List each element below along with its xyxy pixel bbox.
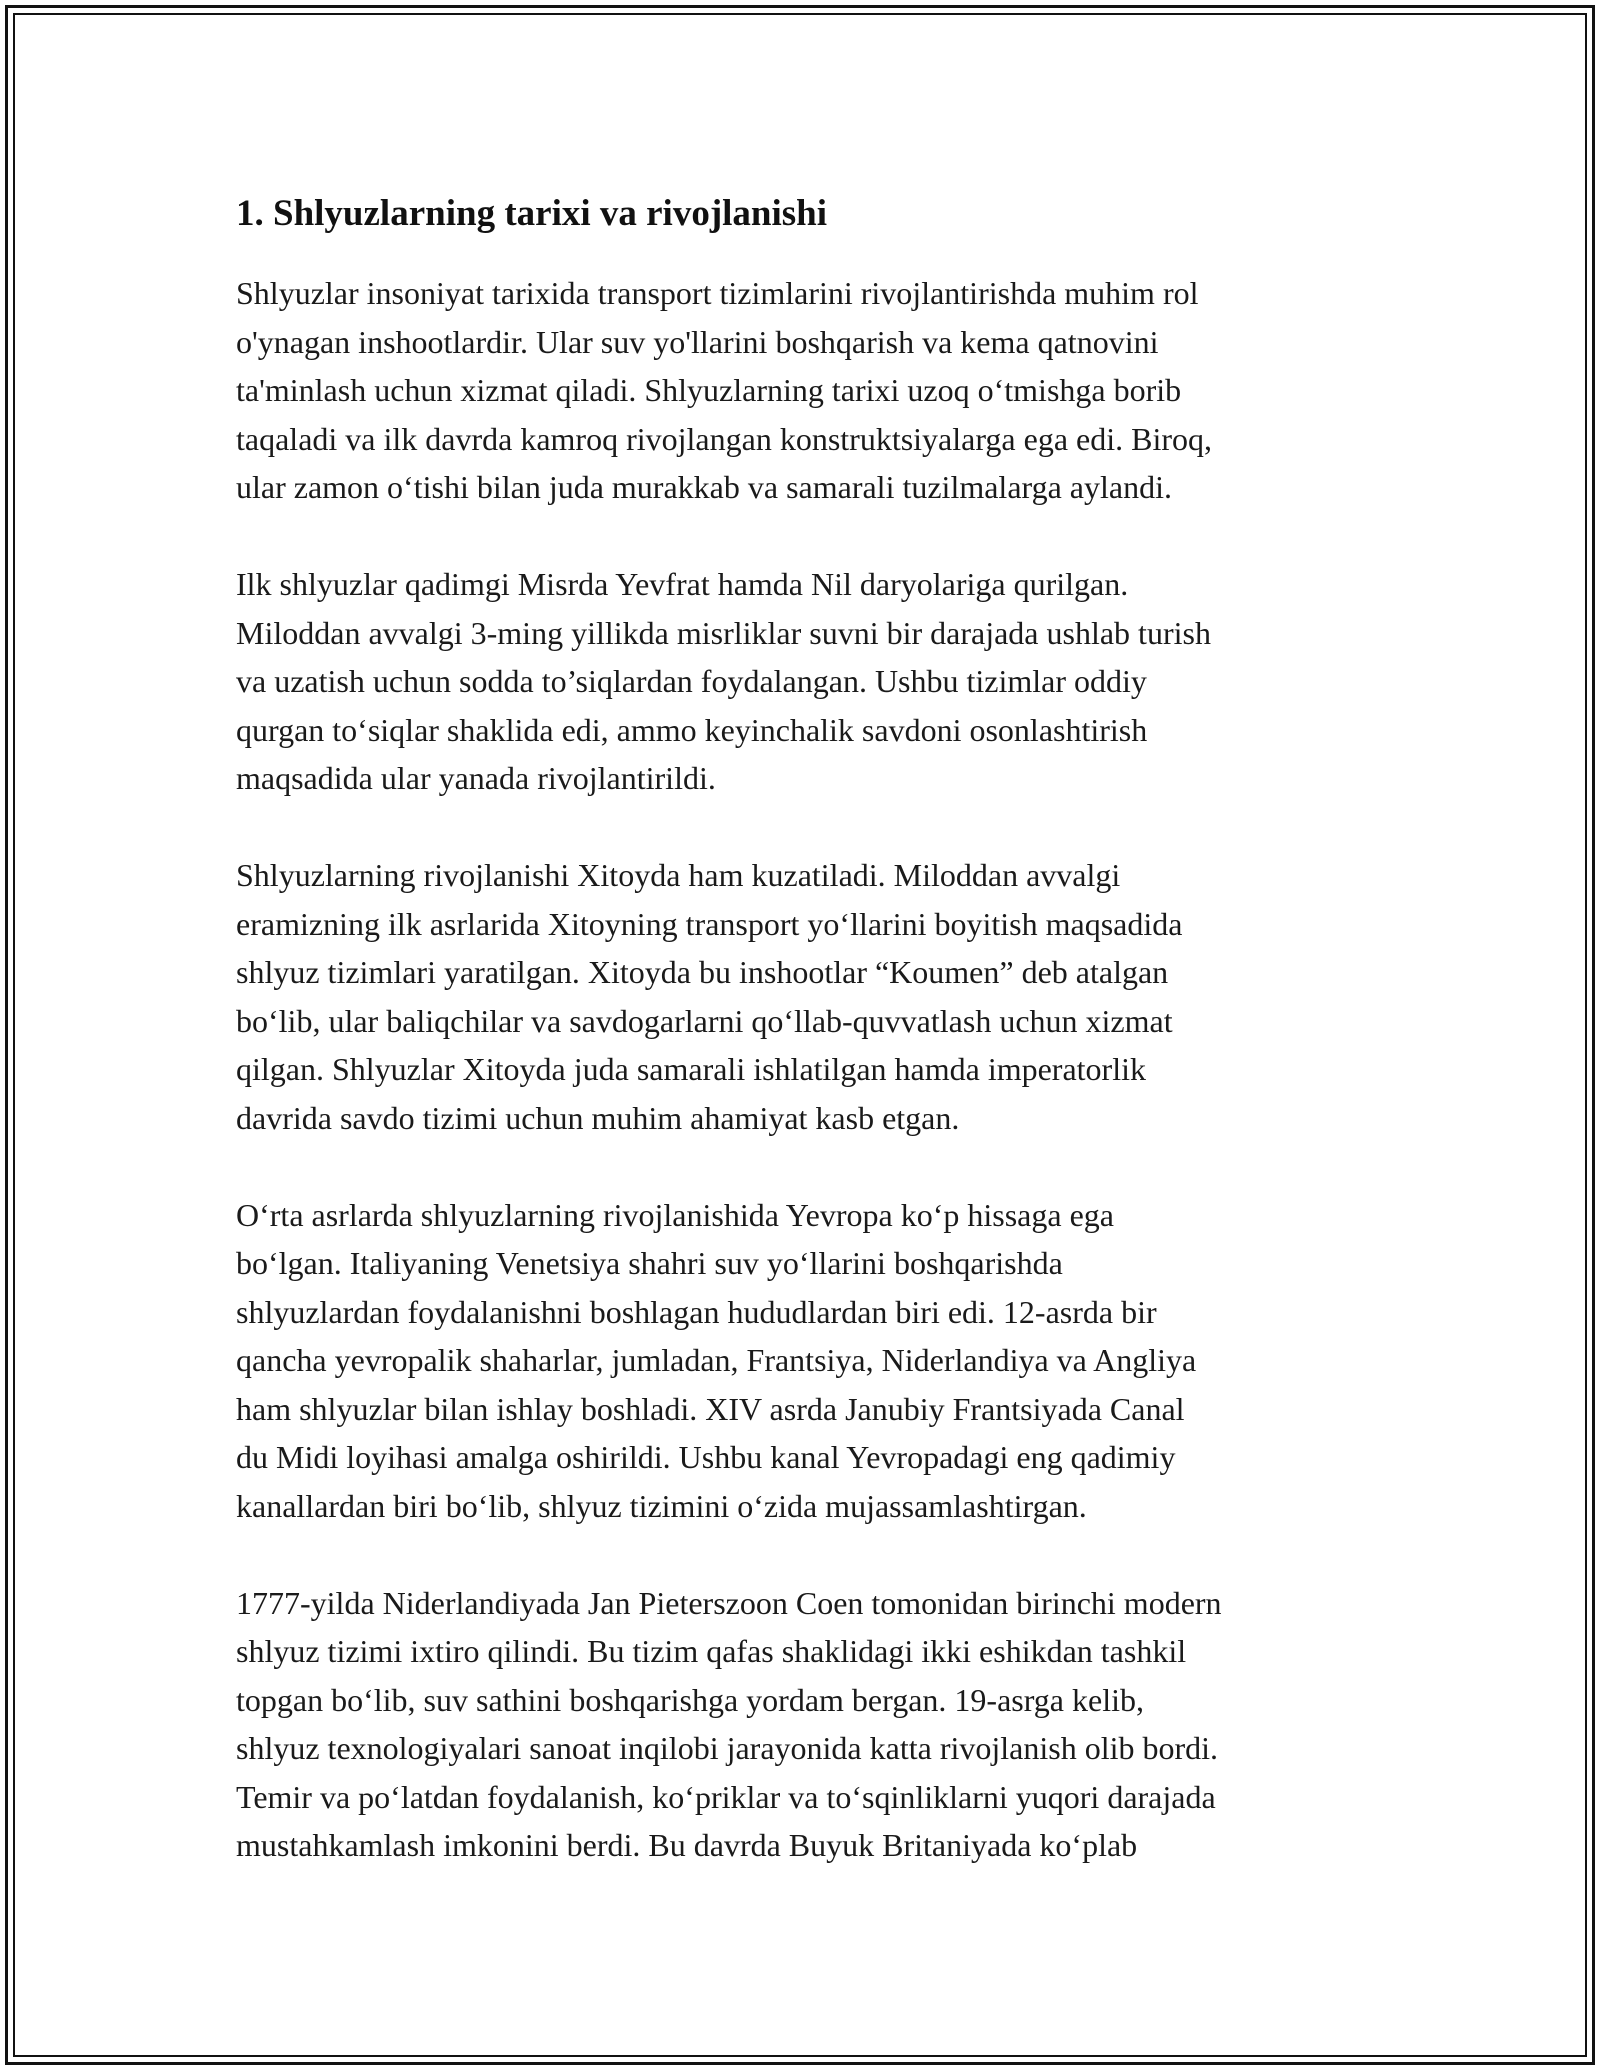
paragraph-1 xyxy=(236,269,1376,512)
text-line: kanallardan biri bo‘lib, shlyuz tizimini o‘zida mujassamlashtirgan. xyxy=(236,1487,1087,1524)
text-line: shlyuz tizimlari yaratilgan. Xitoyda bu inshootlar “Koumen” deb atalgan xyxy=(236,954,1169,990)
text-line: du Midi loyihasi amalga oshirildi. Ushbu kanal Yevropadagi eng qadimiy xyxy=(236,1439,1176,1475)
text-line: va uzatish uchun sodda to’siqlardan foydalangan. Ushbu tizimlar oddiy xyxy=(236,663,1147,699)
text-line: bo‘lib, ular baliqchilar va savdogarlarni qo‘llab-quvvatlash uchun xizmat xyxy=(236,1002,1173,1039)
text-line: davrida savdo tizimi uchun muhim ahamiyat kasb etgan. xyxy=(236,1099,960,1136)
section-heading: 1. Shlyuzlarning tarixi va rivojlanishi xyxy=(236,193,828,234)
document-body xyxy=(236,185,1376,1918)
text-line: eramizning ilk asrlarida Xitoyning transport yo‘llarini boyitish maqsadida xyxy=(236,905,1183,942)
text-line: topgan bo‘lib, suv sathini boshqarishga yordam bergan. 19-asrga kelib, xyxy=(236,1681,1144,1718)
text-line: 1777-yilda Niderlandiyada Jan Pieterszoon Coen tomonidan birinchi modern xyxy=(236,1584,1222,1621)
text-line: qancha yevropalik shaharlar, jumladan, Frantsiya, Niderlandiya va Angliya xyxy=(236,1342,1197,1378)
text-line: o'ynagan inshootlardir. Ular suv yo'llarini boshqarish va kema qatnovini xyxy=(236,323,1159,360)
text-line: mustahkamlash imkonini berdi. Bu davrda Buyuk Britaniyada ko‘plab xyxy=(236,1827,1138,1863)
text-line: taqaladi va ilk davrda kamroq rivojlangan konstruktsiyalarga ega edi. Biroq, xyxy=(236,420,1213,457)
text-line: Ilk shlyuzlar qadimgi Misrda Yevfrat hamda Nil daryolariga qurilgan. xyxy=(236,566,1129,602)
paragraph-4 xyxy=(236,1191,1376,1531)
text-line: shlyuzlardan foydalanishni boshlagan hududlardan biri edi. 12-asrda bir xyxy=(236,1293,1157,1330)
text-line: ham shlyuzlar bilan ishlay boshladi. XIV asrda Janubiy Frantsiyada Canal xyxy=(236,1390,1185,1427)
paragraph-2 xyxy=(236,560,1376,803)
text-line: Shlyuzlar insoniyat tarixida transport tizimlarini rivojlantirishda muhim rol xyxy=(236,275,1199,311)
text-line: ta'minlash uchun xizmat qiladi. Shlyuzlarning tarixi uzoq o‘tmishga borib xyxy=(236,372,1182,408)
paragraph-3 xyxy=(236,851,1376,1142)
text-line: shlyuz texnologiyalari sanoat inqilobi jarayonida katta rivojlanish olib bordi. xyxy=(236,1730,1219,1766)
text-line: maqsadida ular yanada rivojlantirildi. xyxy=(236,760,716,796)
text-line: qilgan. Shlyuzlar Xitoyda juda samarali ishlatilgan hamda imperatorlik xyxy=(236,1051,1146,1087)
text-line: Temir va po‘latdan foydalanish, ko‘priklar va to‘sqinliklarni yuqori darajada xyxy=(236,1778,1216,1815)
text-line: O‘rta asrlarda shlyuzlarning rivojlanishida Yevropa ko‘p hissaga ega xyxy=(236,1196,1114,1233)
text-line: Miloddan avvalgi 3-ming yillikda misrliklar suvni bir darajada ushlab turish xyxy=(236,614,1211,651)
text-line: shlyuz tizimi ixtiro qilindi. Bu tizim qafas shaklidagi ikki eshikdan tashkil xyxy=(236,1633,1187,1669)
text-line: bo‘lgan. Italiyaning Venetsiya shahri suv yo‘llarini boshqarishda xyxy=(236,1245,1063,1281)
text-line: qurgan to‘siqlar shaklida edi, ammo keyinchalik savdoni osonlashtirish xyxy=(236,711,1148,748)
text-line: Shlyuzlarning rivojlanishi Xitoyda ham kuzatiladi. Miloddan avvalgi xyxy=(236,857,1121,893)
text-line: ular zamon o‘tishi bilan juda murakkab va samarali tuzilmalarga aylandi. xyxy=(236,469,1172,505)
paragraph-5 xyxy=(236,1579,1376,1870)
